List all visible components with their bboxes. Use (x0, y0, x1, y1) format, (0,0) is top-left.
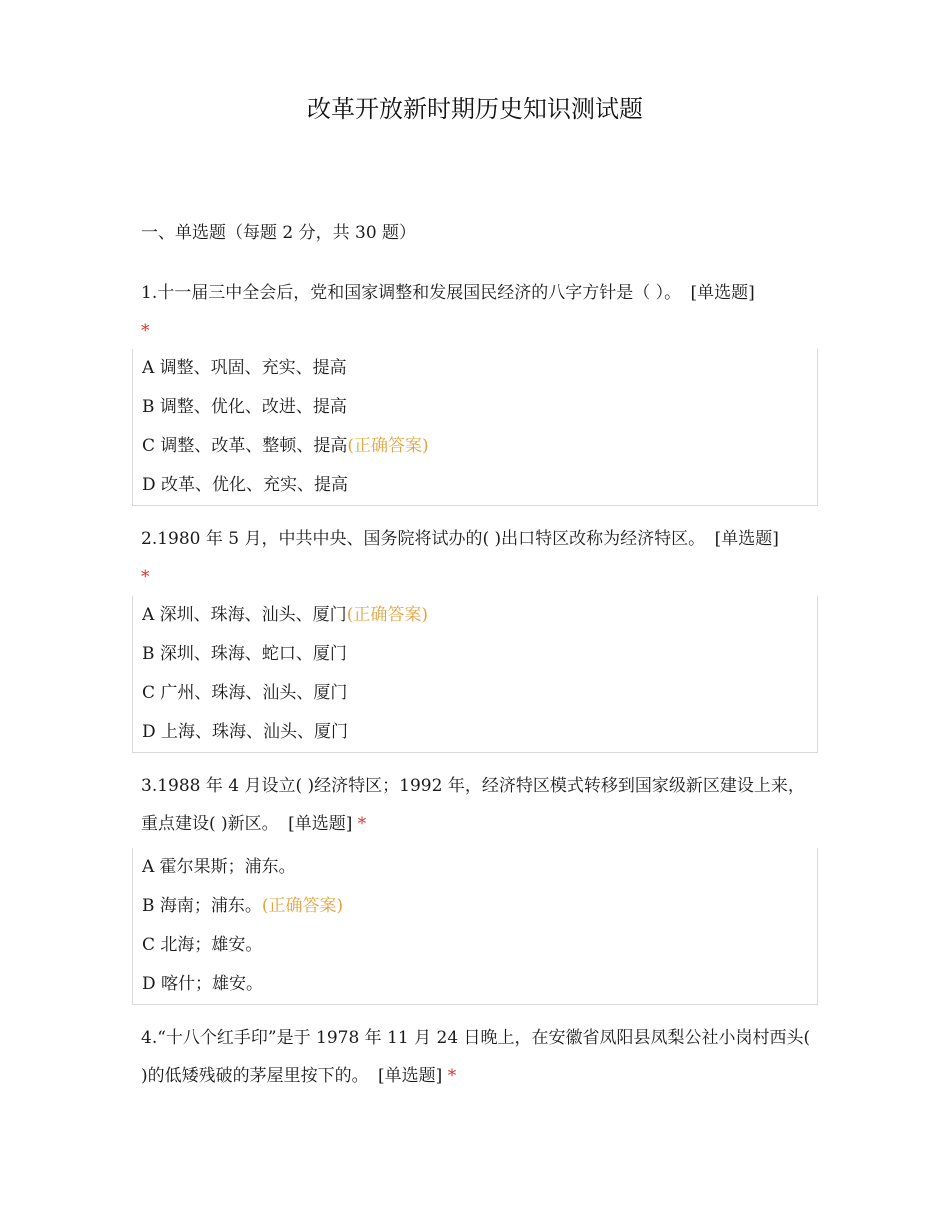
option-label: C 北海；雄安。 (142, 935, 263, 955)
question-2 (141, 520, 821, 596)
option-b[interactable] (133, 887, 817, 926)
question-type: [单选题] (378, 1066, 443, 1086)
page-title: 改革开放新时期历史知识测试题 (307, 95, 643, 123)
options-list (132, 349, 818, 506)
option-label: A 调整、巩固、充实、提高 (142, 358, 347, 378)
option-c[interactable] (133, 427, 817, 466)
question-type: [单选题] (714, 529, 779, 549)
option-label: C 调整、改革、整顿、提高 (142, 436, 348, 456)
required-star: * (141, 321, 150, 341)
option-a[interactable] (133, 349, 817, 388)
required-star: * (141, 567, 150, 587)
option-d[interactable] (133, 965, 817, 1004)
option-label: A 深圳、珠海、汕头、厦门 (142, 605, 347, 625)
required-star: * (447, 1066, 457, 1086)
option-label: B 海南；浦东。 (142, 896, 262, 916)
question-text: 2.1980 年 5 月，中共中央、国务院将试办的( )出口特区改称为经济特区。 (141, 529, 706, 549)
option-label: D 改革、优化、充实、提高 (142, 475, 349, 495)
correct-answer-tag: (正确答案) (261, 896, 344, 916)
option-label: D 喀什；雄安。 (142, 974, 264, 994)
question-1 (141, 274, 821, 350)
options-list (132, 596, 818, 753)
option-a[interactable] (133, 596, 817, 635)
option-label: B 调整、优化、改进、提高 (142, 397, 347, 417)
option-c[interactable] (133, 926, 817, 965)
question-type: [单选题] (690, 283, 755, 303)
section-heading: 一、单选题（每题 2 分，共 30 题） (141, 223, 417, 243)
option-b[interactable] (133, 635, 817, 674)
option-label: B 深圳、珠海、蛇口、厦门 (142, 644, 347, 664)
option-b[interactable] (133, 388, 817, 427)
question-4 (141, 1019, 821, 1095)
question-text: 4.“十八个红手印”是于 1978 年 11 月 24 日晚上，在安徽省凤阳县凤梨公社小岗村西头( )的低矮残破的茅屋里按下的。 (141, 1028, 811, 1086)
option-label: A 霍尔果斯；浦东。 (142, 857, 296, 877)
option-c[interactable] (133, 674, 817, 713)
question-text: 1.十一届三中全会后，党和国家调整和发展国民经济的八字方针是（ ）。 (141, 283, 682, 303)
option-d[interactable] (133, 466, 817, 505)
correct-answer-tag: (正确答案) (347, 436, 429, 456)
option-label: C 广州、珠海、汕头、厦门 (142, 683, 348, 703)
correct-answer-tag: (正确答案) (346, 605, 428, 625)
required-star: * (357, 814, 367, 834)
question-3 (141, 767, 821, 843)
options-list (132, 848, 818, 1005)
question-text: 3.1988 年 4 月设立( )经济特区；1992 年，经济特区模式转移到国家级新区建设上来，重点建设( )新区。 (141, 776, 805, 834)
question-type: [单选题] (288, 814, 353, 834)
option-d[interactable] (133, 713, 817, 752)
option-label: D 上海、珠海、汕头、厦门 (142, 722, 349, 742)
option-a[interactable] (133, 848, 817, 887)
